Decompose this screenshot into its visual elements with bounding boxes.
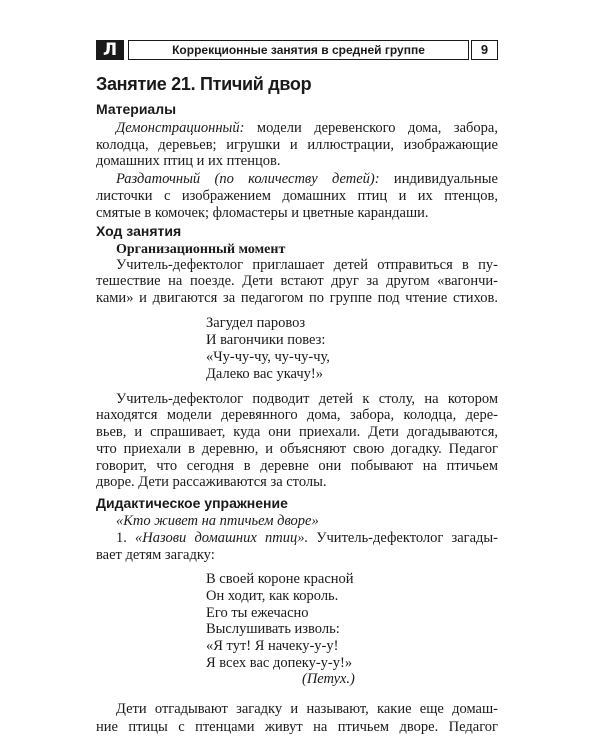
paragraph-line: вьев, и спрашивает, куда они приехали. Дети догадываются, bbox=[96, 424, 498, 441]
paragraph-line: что приехали в деревню, и объясняют свою догадку. Педагог bbox=[96, 440, 498, 457]
handout-line: Раздаточный (по количеству детей): индивидуальные bbox=[116, 171, 498, 188]
poem-line: И вагончики повез: bbox=[206, 332, 326, 349]
riddle-line: Выслушивать изволь: bbox=[206, 621, 340, 638]
riddle-line: В своей короне красной bbox=[206, 571, 354, 588]
handout-line: листочки с изображением домашних птиц и их птенцов, bbox=[96, 187, 498, 204]
demo-line: Демонстрационный: модели деревенского дома, забора, bbox=[116, 119, 498, 136]
exercise-name: «Кто живет на птичьем дворе» bbox=[116, 513, 319, 530]
demo-line: колодца, деревьев; игрушки и иллюстрации, изображающие bbox=[96, 136, 498, 153]
page-number: 9 bbox=[471, 40, 498, 60]
chapter-logo: Л bbox=[96, 40, 124, 60]
closing-line: ние птицы с птенцами живут на птичьем дворе. Педагог bbox=[96, 719, 498, 735]
paragraph-line: тешествие на поезде. Дети встают друг за другом «вагончи- bbox=[96, 273, 498, 290]
exercise-item-line: 1. «Назови домашних птиц». Учитель-дефектолог загады- bbox=[116, 530, 498, 547]
exercise-heading: Дидактическое упражнение bbox=[96, 494, 288, 511]
handout-line: смятые в комочек; фломастеры и цветные карандаши. bbox=[96, 204, 429, 221]
poem-line: Загудел паровоз bbox=[206, 315, 306, 332]
progress-heading: Ход занятия bbox=[96, 223, 182, 240]
riddle-line: Я всех вас допеку-у-у!» bbox=[206, 654, 353, 671]
paragraph-line: ками» и двигаются за педагогом по группе под чтение стихов. bbox=[96, 290, 498, 307]
poem-line: «Чу-чу-чу, чу-чу-чу, bbox=[206, 348, 330, 365]
demo-label: Демонстрационный: bbox=[116, 119, 245, 136]
riddle-line: «Я тут! Я начеку-у-у! bbox=[206, 637, 339, 654]
closing-line: Дети отгадывают загадку и называют, какие еще домаш- bbox=[116, 701, 498, 717]
riddle-line: Его ты ежечасно bbox=[206, 604, 309, 621]
paragraph-line: Учитель-дефектолог приглашает детей отправиться в пу- bbox=[116, 256, 498, 273]
header-title: Коррекционные занятия в средней группе bbox=[128, 40, 469, 60]
exercise-item-line: вает детям загадку: bbox=[96, 546, 215, 563]
org-heading: Организационный момент bbox=[116, 241, 286, 257]
paragraph-line: Учитель-дефектолог подводит детей к столу, на котором bbox=[116, 390, 498, 407]
riddle-answer: (Петух.) bbox=[302, 671, 355, 688]
paragraph-line: дворе. Дети рассаживаются за столы. bbox=[96, 474, 327, 491]
handout-label: Раздаточный (по количеству детей): bbox=[116, 171, 380, 188]
paragraph-line: находятся модели деревянного дома, забора, колодца, дере- bbox=[96, 407, 498, 424]
exercise-item-title: «Назови домашних птиц». bbox=[135, 530, 309, 547]
demo-line: домашних птиц и их птенцов. bbox=[96, 153, 281, 170]
poem-line: Далеко вас укачу!» bbox=[206, 365, 324, 382]
materials-heading: Материалы bbox=[96, 101, 177, 118]
lesson-title: Занятие 21. Птичий двор bbox=[96, 74, 312, 94]
paragraph-line: говорит, что сегодня в деревне они побывают на птичьем bbox=[96, 457, 498, 474]
riddle-line: Он ходит, как король. bbox=[206, 587, 339, 604]
running-header bbox=[96, 40, 498, 60]
